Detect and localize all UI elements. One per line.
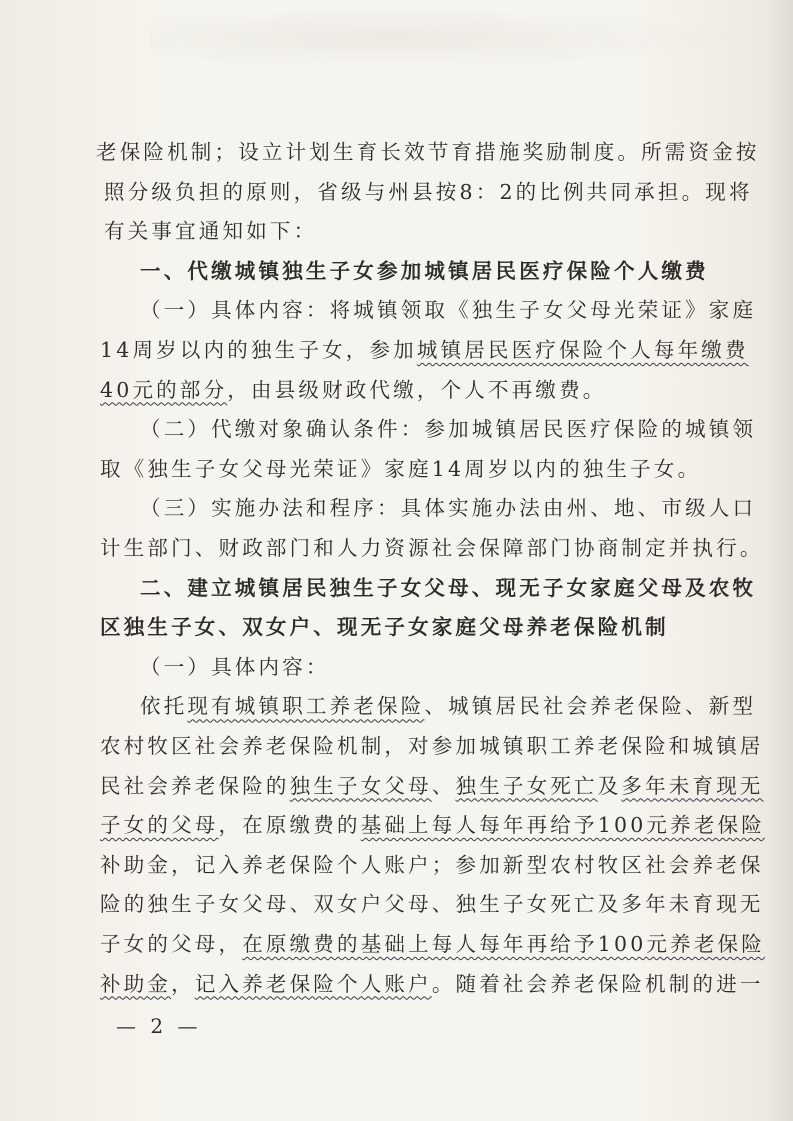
text-line: （一）具体内容： — [140, 654, 330, 679]
page-number: — 2 — — [116, 1014, 202, 1039]
section-heading-2: 二、建立城镇居民独生子女父母、现无子女家庭父母及农牧 — [140, 575, 757, 600]
text-line: 险的独生子女父母、双女户父母、独生子女死亡及多年未育现无 — [100, 892, 764, 917]
text-line: 补助金，记入养老保险个人账户；参加新型农村牧区社会养老保 — [100, 852, 764, 877]
text-line: 40元的部分，由县级财政代缴，个人不再缴费。 — [100, 377, 607, 402]
section-heading-1: 一、代缴城镇独生子女参加城镇居民医疗保险个人缴费 — [140, 258, 709, 283]
text-line: （三）实施办法和程序：具体实施办法由州、地、市级人口 — [140, 496, 757, 521]
text-line: 照分级负担的原则，省级与州县按8：2的比例共同承担。现将 — [104, 179, 753, 204]
text-line: 14周岁以内的独生子女，参加城镇居民医疗保险个人每年缴费 — [100, 338, 749, 362]
text-line: 农村牧区社会养老保险机制，对参加城镇职工养老保险和城镇居 — [100, 734, 764, 758]
text-line: 计生部门、财政部门和人力资源社会保障部门协商制定并执行。 — [100, 536, 764, 560]
section-heading-2-cont: 区独生子女、双女户、现无子女家庭父母养老保险机制 — [100, 615, 669, 640]
text-line: 子女的父母，在原缴费的基础上每人每年再给予100元养老保险 — [100, 813, 765, 838]
text-line: 取《独生子女父母光荣证》家庭14周岁以内的独生子女。 — [100, 456, 702, 481]
text-line: 子女的父母，在原缴费的基础上每人每年再给予100元养老保险 — [100, 932, 765, 956]
text-line: 有关事宜通知如下： — [104, 219, 318, 244]
scan-smudge — [150, 8, 750, 68]
page-edge-shadow — [765, 0, 793, 1121]
text-line: 民社会养老保险的独生子女父母、独生子女死亡及多年未育现无 — [100, 773, 764, 798]
text-line: （一）具体内容：将城镇领取《独生子女父母光荣证》家庭 — [140, 298, 757, 323]
text-line: 补助金，记入养老保险个人账户。随着社会养老保险机制的进一 — [100, 971, 764, 996]
text-line: 老保险机制；设立计划生育长效节育措施奖励制度。所需资金按 — [96, 140, 760, 164]
text-line: （二）代缴对象确认条件：参加城镇居民医疗保险的城镇领 — [140, 417, 757, 442]
text-line: 依托现有城镇职工养老保险、城镇居民社会养老保险、新型 — [140, 694, 757, 719]
